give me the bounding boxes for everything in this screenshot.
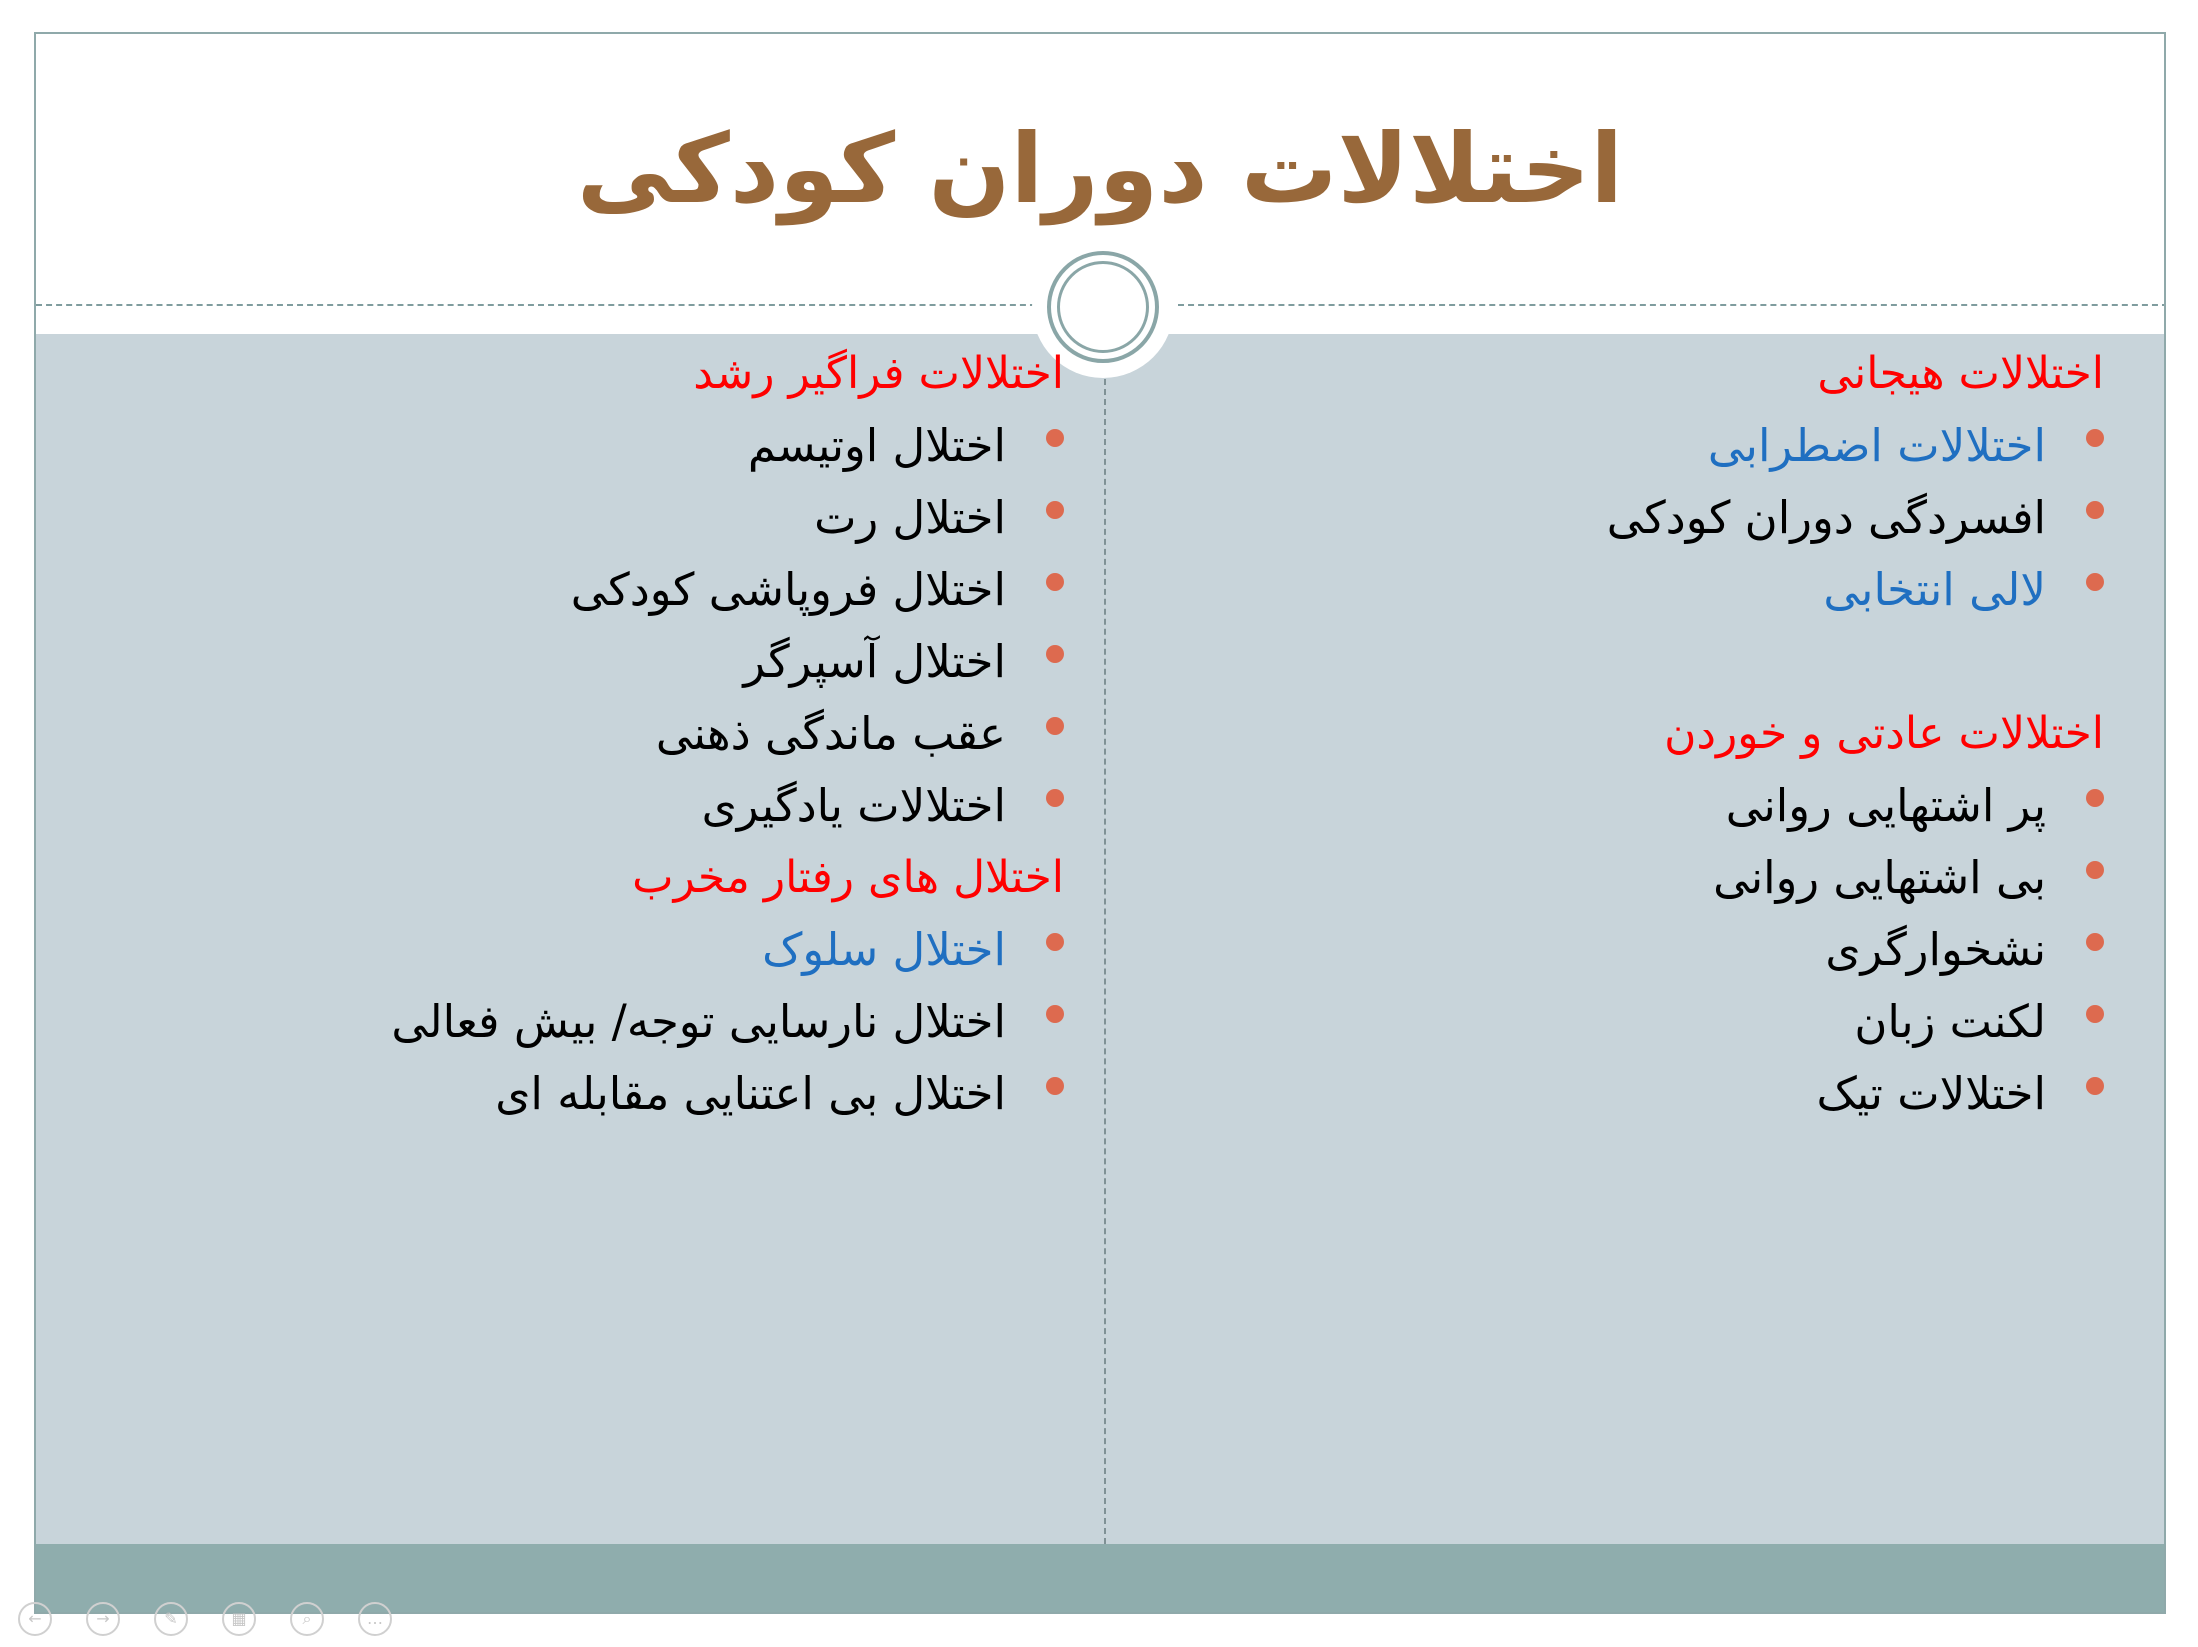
bullet-dot-icon [2086, 1005, 2104, 1023]
bullet-item-text: اختلال نارسایی توجه/ بیش فعالی [391, 995, 1006, 1048]
bullet-item-text: اختلالات تیک [1816, 1067, 2046, 1120]
bullet-item [495, 1064, 1064, 1124]
bullet-dot-icon [1046, 933, 1064, 951]
bullet-item [656, 704, 1064, 764]
bullet-item [743, 632, 1064, 692]
bullet-item-text: لکنت زبان [1854, 995, 2046, 1048]
bullet-dot-icon [2086, 1077, 2104, 1095]
bullet-item [748, 416, 1064, 476]
bullet-item-text: عقب ماندگی ذهنی [655, 707, 1006, 760]
bullet-dot-icon [1046, 789, 1064, 807]
bullet-dot-icon [2086, 861, 2104, 879]
bullet-item [571, 560, 1064, 620]
bullet-item-text: اختلال سلوک [762, 923, 1006, 976]
bullet-dot-icon [1046, 501, 1064, 519]
bullet-dot-icon [2086, 933, 2104, 951]
bullet-item [1825, 920, 2104, 980]
bullet-item-text: نشخوارگری [1825, 923, 2046, 976]
bullet-item [1823, 560, 2104, 620]
slide-title: اختلالات دوران کودکی [576, 113, 1624, 225]
more-options-icon[interactable]: … [358, 1602, 392, 1636]
bullet-item [1726, 776, 2104, 836]
bullet-item-text: اختلال رت [814, 491, 1006, 544]
prev-slide-icon[interactable]: ← [18, 1602, 52, 1636]
bullet-item-text: اختلالات یادگیری [701, 779, 1006, 832]
bullet-dot-icon [2086, 573, 2104, 591]
slide [34, 32, 2166, 1614]
bullet-dot-icon [2086, 429, 2104, 447]
bullet-dot-icon [1046, 429, 1064, 447]
section-heading: اختلالات فراگیر رشد [693, 348, 1064, 399]
bullet-item [1713, 848, 2104, 908]
bullet-dot-icon [1046, 1005, 1064, 1023]
bullet-dot-icon [2086, 789, 2104, 807]
bullet-item [1817, 1064, 2104, 1124]
pen-icon[interactable]: ✎ [154, 1602, 188, 1636]
bullet-item [762, 920, 1064, 980]
section-heading: اختلالات هیجانی [1817, 348, 2104, 399]
bullet-item-text: اختلال بی اعتنایی مقابله ای [495, 1067, 1006, 1120]
section-heading: اختلال های رفتار مخرب [632, 852, 1064, 903]
zoom-icon[interactable]: ⌕ [290, 1602, 324, 1636]
bullet-dot-icon [1046, 573, 1064, 591]
emblem-inner-ring-icon [1057, 261, 1149, 353]
column-divider [1104, 379, 1106, 1544]
bullet-item-text: اختلال آسپرگر [743, 635, 1006, 688]
bullet-item-text: اختلال فروپاشی کودکی [570, 563, 1006, 616]
bullet-dot-icon [1046, 717, 1064, 735]
title-divider-left [36, 304, 1046, 306]
bullet-item [391, 992, 1064, 1052]
bullet-dot-icon [2086, 501, 2104, 519]
title-divider-right [1178, 304, 2166, 306]
bullet-item [1708, 416, 2104, 476]
bullet-item-text: اختلال اوتیسم [747, 419, 1006, 472]
section-heading: اختلالات عادتی و خوردن [1664, 708, 2104, 759]
footer-bar [36, 1544, 2166, 1614]
bullet-dot-icon [1046, 1077, 1064, 1095]
bullet-item [1854, 992, 2104, 1052]
next-slide-icon[interactable]: → [86, 1602, 120, 1636]
bullet-item-text: بی اشتهایی روانی [1713, 851, 2046, 904]
bullet-item [1607, 488, 2104, 548]
bullet-item-text: لالی انتخابی [1823, 563, 2046, 616]
bullet-item [814, 488, 1064, 548]
bullet-item-text: افسردگی دوران کودکی [1606, 491, 2046, 544]
bullet-dot-icon [1046, 645, 1064, 663]
slides-grid-icon[interactable]: ▦ [222, 1602, 256, 1636]
bullet-item-text: پر اشتهایی روانی [1725, 779, 2046, 832]
bullet-item-text: اختلالات اضطرابی [1707, 419, 2046, 472]
bullet-item [702, 776, 1064, 836]
